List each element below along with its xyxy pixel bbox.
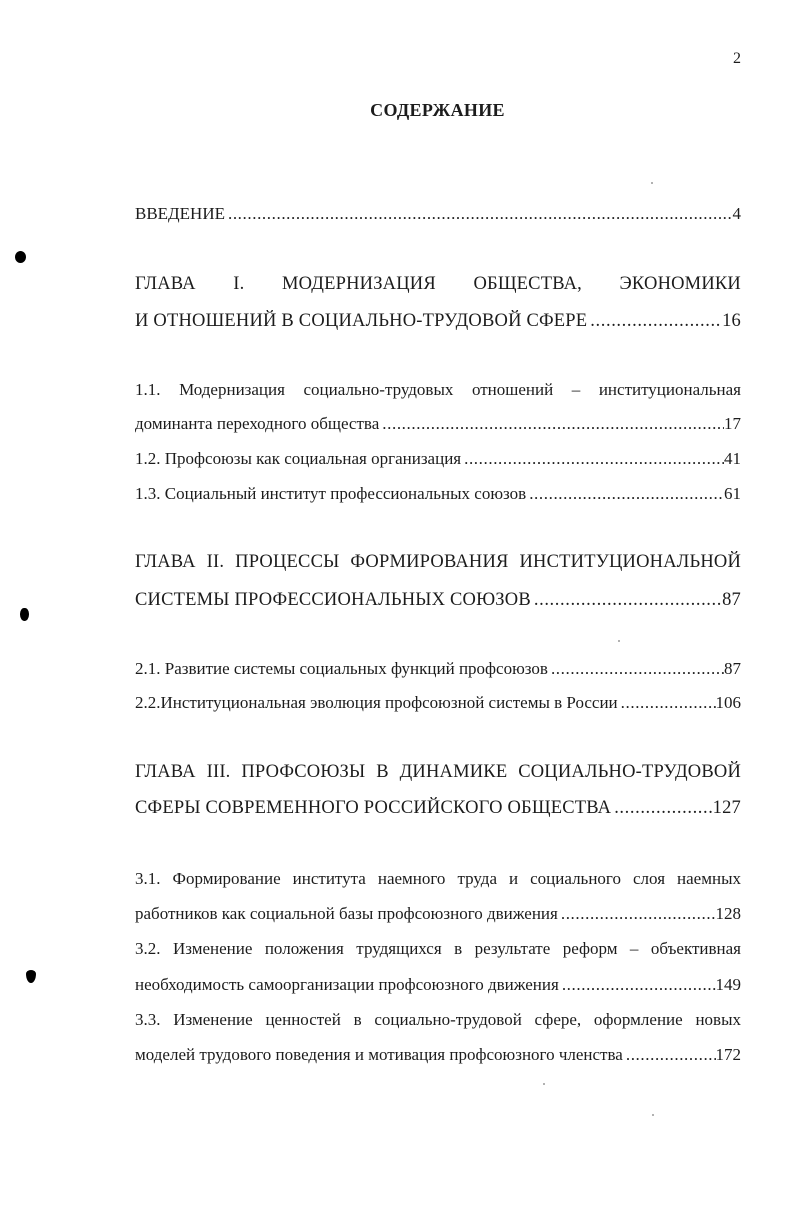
toc-section-3-1-line1[interactable]: 3.1. Формирование института наемного труда и социального слоя наемных: [135, 869, 741, 888]
dot-leader: [559, 974, 716, 996]
page-number: 2: [733, 50, 741, 67]
dot-leader: [587, 310, 722, 332]
chapter-3-heading[interactable]: ГЛАВА III. ПРОФСОЮЗЫ В ДИНАМИКЕ СОЦИАЛЬНО-ТРУДОВОЙ: [135, 762, 741, 782]
toc-entry-label: ВВЕДЕНИЕ: [135, 204, 225, 223]
toc-section-1-1[interactable]: [135, 413, 741, 435]
scan-mark: [15, 251, 26, 263]
scan-speck: [652, 1114, 654, 1116]
toc-page-number: 172: [715, 1045, 741, 1064]
dot-leader: [548, 658, 724, 680]
toc-page-number: 61: [724, 484, 741, 503]
dot-leader: [225, 203, 733, 225]
scan-mark: [20, 608, 29, 621]
toc-page-number: 17: [724, 414, 741, 433]
dot-leader: [531, 589, 722, 611]
chapter-1-heading[interactable]: ГЛАВА I. МОДЕРНИЗАЦИЯ ОБЩЕСТВА, ЭКОНОМИКИ: [135, 274, 741, 294]
dot-leader: [379, 413, 724, 435]
toc-introduction[interactable]: [135, 203, 741, 225]
dot-leader: [611, 797, 712, 819]
toc-page-number: 87: [724, 659, 741, 678]
toc-page-number: 87: [722, 590, 741, 610]
toc-entry-label: доминанта переходного общества: [135, 414, 380, 433]
dot-leader: [618, 692, 716, 714]
toc-page-number: 127: [712, 798, 741, 818]
toc-section-3-1[interactable]: [135, 903, 741, 925]
toc-chapter-1[interactable]: [135, 310, 741, 332]
toc-entry-label: моделей трудового поведения и мотивация профсоюзного членства: [135, 1045, 623, 1064]
toc-section-3-2[interactable]: [135, 974, 741, 996]
toc-entry-label: И ОТНОШЕНИЙ В СОЦИАЛЬНО-ТРУДОВОЙ СФЕРЕ: [135, 311, 588, 331]
toc-chapter-2[interactable]: [135, 589, 741, 611]
dot-leader: [558, 903, 716, 925]
toc-entry-label: 1.3. Социальный институт профессиональных союзов: [135, 484, 527, 503]
toc-section-1-3[interactable]: [135, 483, 741, 505]
page-title: СОДЕРЖАНИЕ: [370, 100, 505, 120]
toc-entry-label: необходимость самоорганизации профсоюзного движения: [135, 975, 559, 994]
toc-section-1-2[interactable]: [135, 448, 741, 470]
toc-entry-label: работников как социальной базы профсоюзного движения: [135, 904, 558, 923]
toc-section-3-3[interactable]: [135, 1044, 741, 1066]
toc-entry-label: 1.2. Профсоюзы как социальная организация: [135, 449, 462, 468]
toc-section-1-1-line1[interactable]: 1.1. Модернизация социально-трудовых отношений – институциональная: [135, 380, 741, 399]
toc-page-number: 106: [715, 693, 741, 712]
toc-entry-label: СИСТЕМЫ ПРОФЕССИОНАЛЬНЫХ СОЮЗОВ: [135, 590, 531, 610]
toc-entry-label: СФЕРЫ СОВРЕМЕННОГО РОССИЙСКОГО ОБЩЕСТВА: [135, 798, 612, 818]
dot-leader: [623, 1044, 716, 1066]
toc-entry-label: 2.2.Институциональная эволюция профсоюзной системы в России: [135, 693, 618, 712]
dot-leader: [461, 448, 724, 470]
toc-page-number: 16: [722, 311, 741, 331]
toc-section-3-3-line1[interactable]: 3.3. Изменение ценностей в социально-трудовой сфере, оформление новых: [135, 1010, 741, 1029]
scan-speck: [543, 1083, 545, 1085]
dot-leader: [526, 483, 724, 505]
toc-section-2-1[interactable]: [135, 658, 741, 680]
scan-speck: [618, 640, 620, 642]
toc-section-2-2[interactable]: [135, 692, 741, 714]
toc-page-number: 41: [724, 449, 741, 468]
toc-page-number: 128: [715, 904, 741, 923]
toc-page-number: 149: [715, 975, 741, 994]
toc-page-number: 4: [732, 204, 741, 223]
toc-entry-label: 2.1. Развитие системы социальных функций профсоюзов: [135, 659, 548, 678]
scan-mark: [26, 970, 36, 983]
scan-speck: [651, 182, 653, 184]
toc-chapter-3[interactable]: [135, 797, 741, 819]
toc-section-3-2-line1[interactable]: 3.2. Изменение положения трудящихся в результате реформ – объективная: [135, 939, 741, 958]
chapter-2-heading[interactable]: ГЛАВА II. ПРОЦЕССЫ ФОРМИРОВАНИЯ ИНСТИТУЦИОНАЛЬНОЙ: [135, 552, 741, 572]
